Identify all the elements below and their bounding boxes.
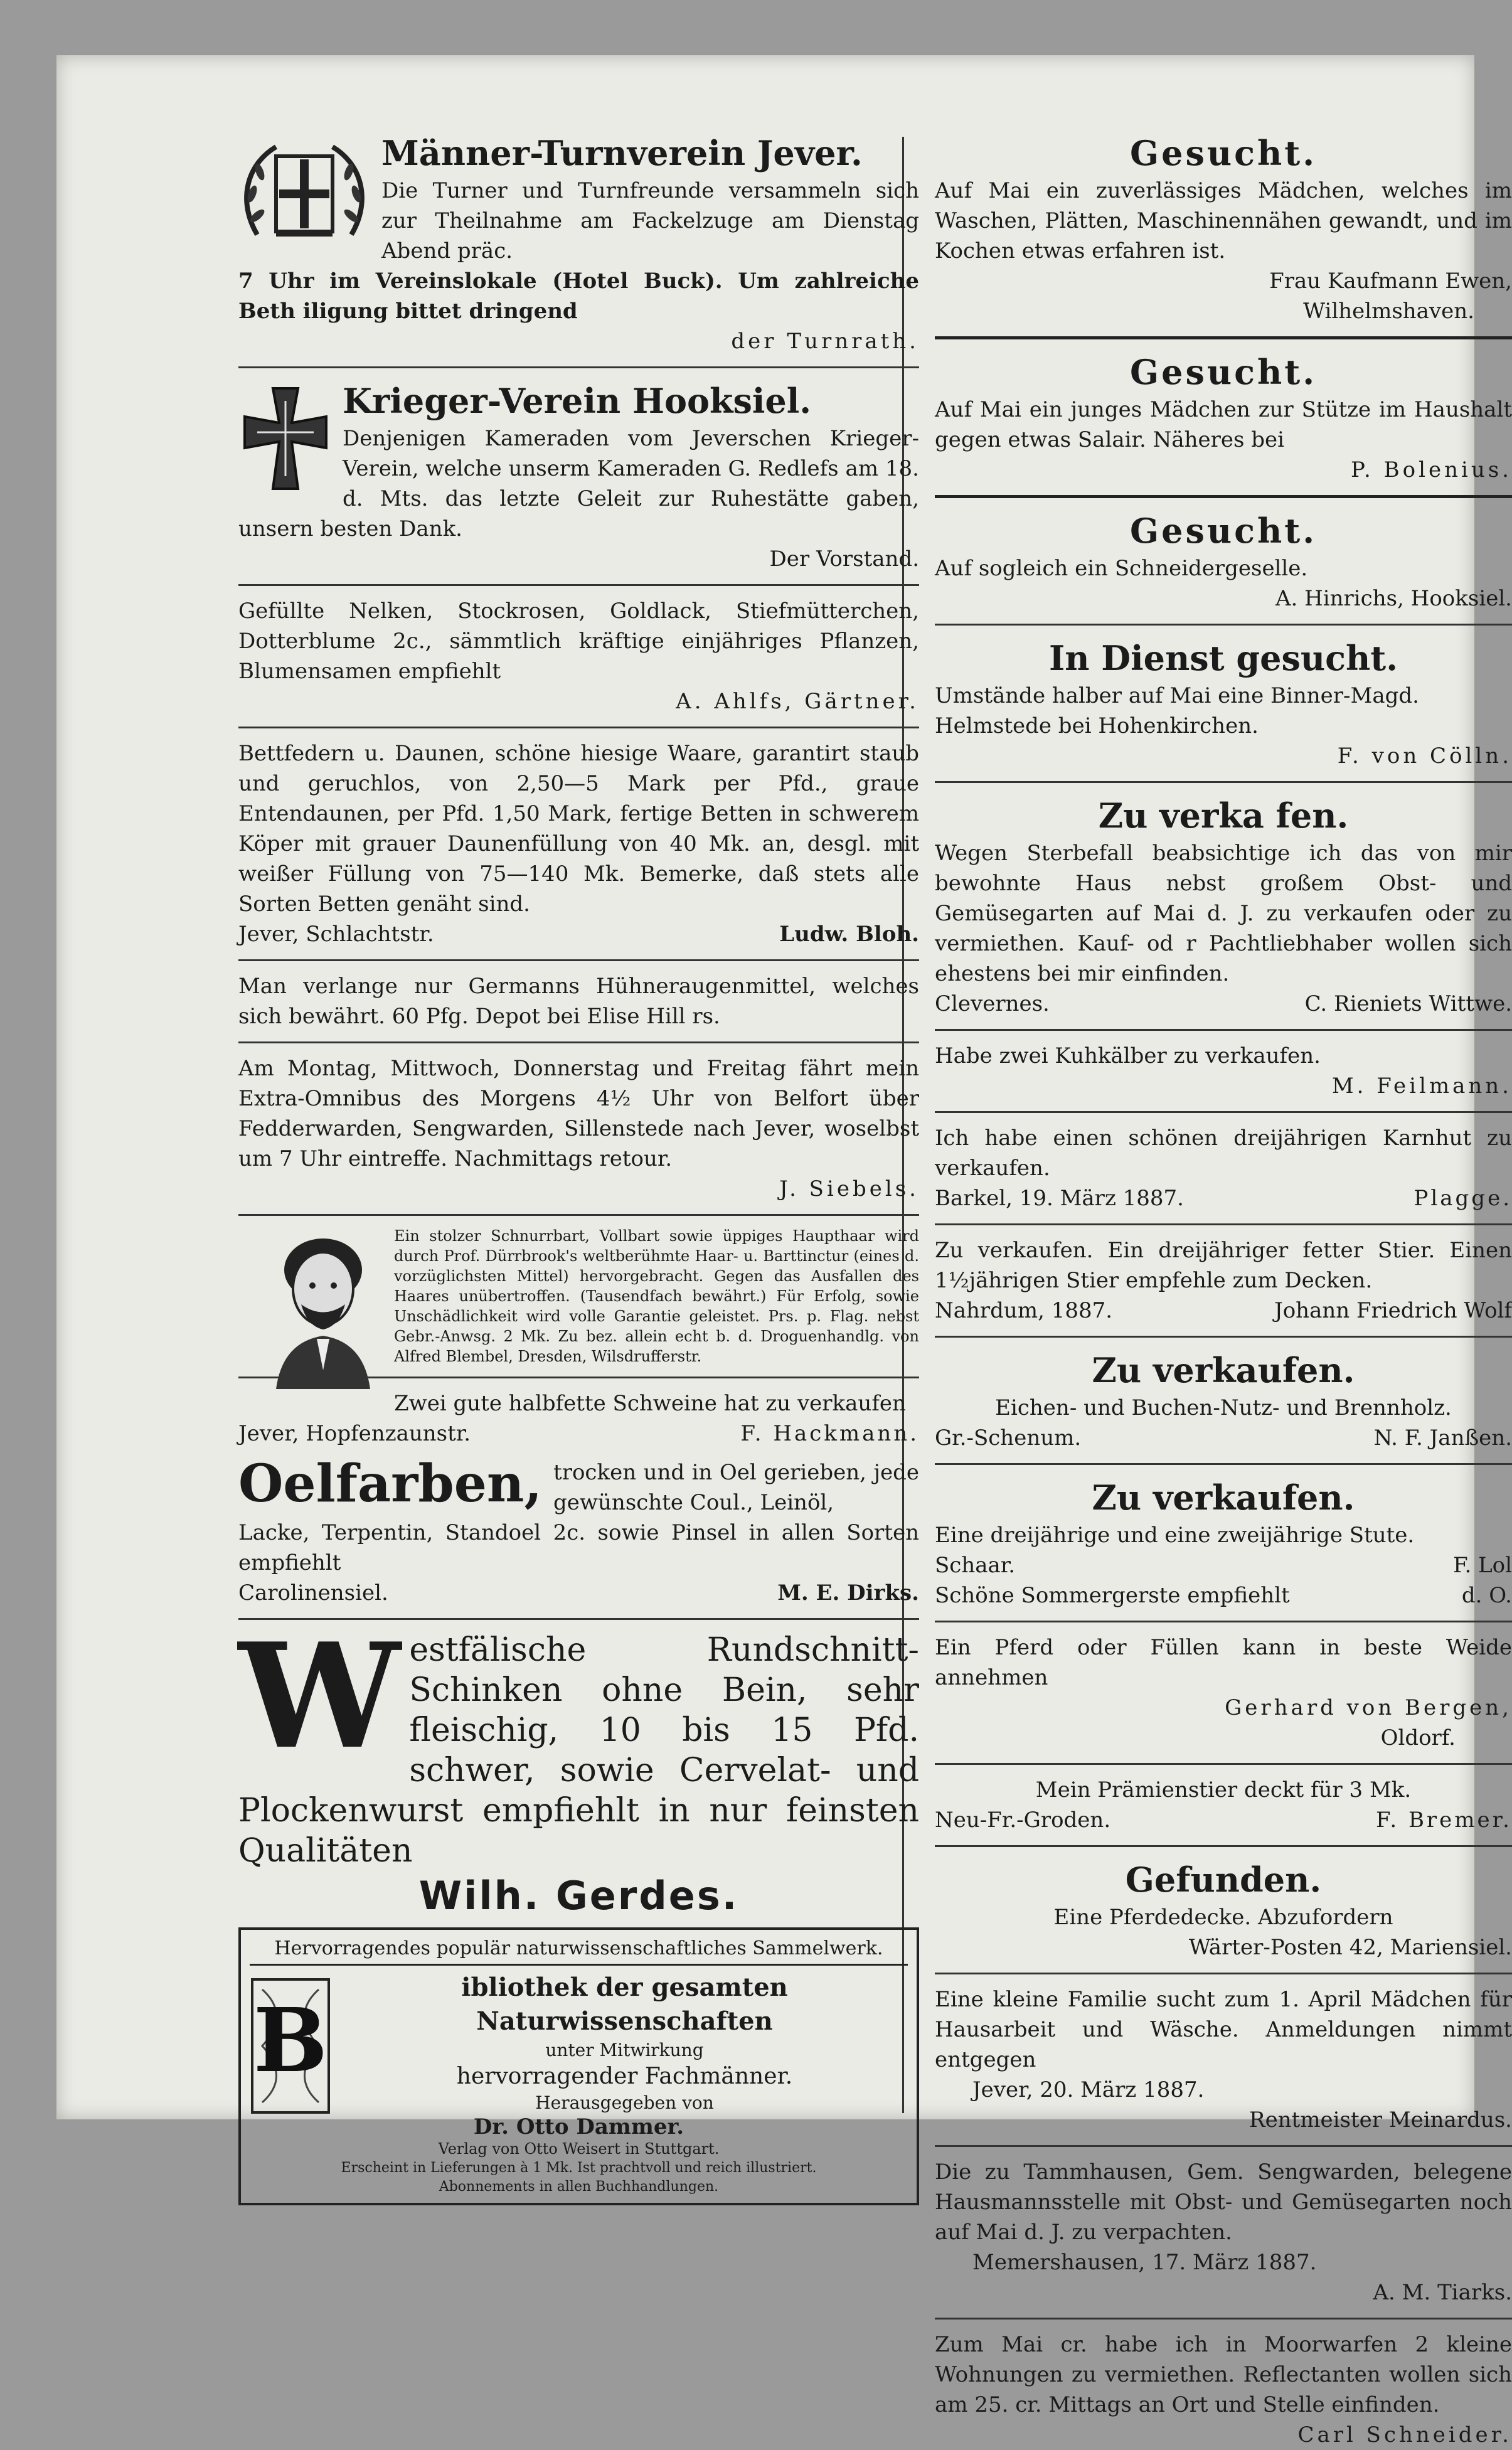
stier2-place: Neu-Fr.-Groden.	[935, 1808, 1111, 1833]
divider	[935, 336, 1512, 339]
karnhut-footer	[935, 1183, 1512, 1213]
betten-text: Bettfedern u. Daunen, schöne hiesige Waare, garantirt staub und geruchlos, von 2,50—5 Mark per Pfd., graue Entendaunen, per Pfd. 1,50 Mark, fertige Betten in schwerem Köper mit grauer Daunenfüllung von 40 Mk. an, desgl. mit weißer Füllung von 75—140 Mk. Bemerke, daß stets alle Sorten Betten genäht sind.	[238, 741, 919, 917]
divider	[935, 1763, 1512, 1765]
omnibus-signature: J. Siebels.	[779, 1176, 919, 1201]
divider	[935, 1845, 1512, 1847]
turnverein-signature: der Turnrath.	[731, 329, 919, 354]
bibliothek-line-5: Verlag von Otto Weisert in Stuttgart.	[438, 2140, 720, 2158]
ad-kuhkaelber	[935, 1041, 1512, 1101]
krieger-signature: Der Vorstand.	[769, 546, 919, 572]
wohnungen-signature: Carl Schneider.	[1297, 2422, 1512, 2447]
schweine-signature: F. Hackmann.	[740, 1421, 919, 1446]
stute-place: Schaar.	[935, 1553, 1016, 1578]
ad-turnverein	[238, 130, 919, 356]
gesucht-1-title: Gesucht.	[1129, 133, 1318, 173]
schinken-signature: Wilh. Gerdes.	[418, 1873, 739, 1919]
gesucht-2-title: Gesucht.	[1129, 352, 1318, 392]
ad-karnhut	[935, 1123, 1512, 1213]
oelfarben-signature: M. E. Dirks.	[777, 1580, 919, 1606]
bibliothek-line-2: hervorragender Fachmänner.	[456, 2064, 793, 2089]
dienst-text: Umstände halber auf Mai eine Binner-Magd.	[935, 683, 1419, 708]
ad-nelken	[238, 596, 919, 716]
ad-gesucht-1	[935, 130, 1512, 326]
ad-pferd	[935, 1632, 1512, 1753]
divider	[238, 727, 919, 728]
ad-gefunden	[935, 1857, 1512, 1963]
divider	[935, 624, 1512, 626]
gefunden-signature: Wärter-Posten 42, Mariensiel.	[1188, 1935, 1512, 1960]
divider	[935, 1029, 1512, 1031]
divider	[238, 584, 919, 586]
gesucht-1-sig-2: Wilhelmshaven.	[1303, 299, 1474, 324]
holz-place: Gr.-Schenum.	[935, 1425, 1082, 1451]
betten-footer	[238, 919, 919, 949]
turnverein-text-2: 7 Uhr im Vereinslokale (Hotel Buck). Um zahlreiche Beth iligung bittet dringend	[238, 269, 919, 324]
divider	[935, 781, 1512, 783]
tammhausen-signature: A. M. Tiarks.	[1373, 2280, 1512, 2305]
stute-signature-2: d. O.	[1461, 1583, 1512, 1608]
stute-signature: F. Lol	[1453, 1553, 1512, 1578]
oelfarben-head	[238, 1455, 919, 1518]
oelfarben-place: Carolinensiel.	[238, 1580, 388, 1606]
ad-gesucht-3	[935, 508, 1512, 614]
ad-schinken	[238, 1612, 919, 1921]
turnverein-title: Männer-Turnverein Jever.	[381, 133, 863, 173]
kuhkaelber-text: Habe zwei Kuhkälber zu verkaufen.	[935, 1043, 1321, 1068]
dienst-title: In Dienst gesucht.	[1048, 638, 1398, 678]
left-column	[238, 130, 919, 2205]
gesucht-1-text: Auf Mai ein zuverlässiges Mädchen, welches im Waschen, Plätten, Maschinennähen gewandt, und im Kochen etwas erfahren ist.	[935, 178, 1512, 264]
iron-cross-icon	[238, 382, 333, 495]
bibliothek-line-3: Herausgegeben von	[535, 2092, 714, 2113]
divider	[238, 1041, 919, 1043]
stier2-footer	[935, 1805, 1512, 1835]
krieger-title: Krieger-Verein Hooksiel.	[343, 381, 812, 421]
divider	[238, 366, 919, 368]
karnhut-signature: Plagge.	[1414, 1186, 1512, 1211]
verkaufen-1-place: Clevernes.	[935, 991, 1050, 1016]
divider	[935, 2145, 1512, 2147]
divider	[935, 1621, 1512, 1622]
bibliothek-line-1: unter Mitwirkung	[545, 2040, 704, 2060]
holz-footer	[935, 1423, 1512, 1453]
ad-gesucht-2	[935, 349, 1512, 485]
ad-krieger-verein	[238, 378, 919, 574]
divider	[935, 1336, 1512, 1338]
stute-footer	[935, 1550, 1512, 1580]
divider	[935, 1111, 1512, 1113]
bibliothek-line-7: Abonnements in allen Buchhandlungen.	[439, 2179, 719, 2195]
ad-verkaufen-haus	[935, 793, 1512, 1019]
gefunden-title: Gefunden.	[1125, 1860, 1322, 1900]
ad-bibliothek	[238, 1927, 919, 2205]
betten-place: Jever, Schlachtstr.	[238, 922, 434, 947]
gesucht-3-signature: A. Hinrichs, Hooksiel.	[1275, 586, 1512, 611]
nelken-text: Gefüllte Nelken, Stockrosen, Goldlack, Stiefmütterchen, Dotterblume 2c., sämmtlich kräftige einjähriges Pflanzen, Blumensamen empfiehlt	[238, 599, 919, 684]
holz-signature: N. F. Janßen.	[1373, 1425, 1512, 1451]
stier2-signature: F. Bremer.	[1376, 1808, 1512, 1833]
ad-holz	[935, 1348, 1512, 1453]
familie-text: Eine kleine Familie sucht zum 1. April Mädchen für Hausarbeit und Wäsche. Anmeldungen nimmt entgegen	[935, 1987, 1512, 2072]
bibliothek-line-6: Erscheint in Lieferungen à 1 Mk. Ist prachtvoll und reich illustriert.	[341, 2160, 817, 2176]
ad-huehneraugen	[238, 971, 919, 1031]
ad-stute	[935, 1475, 1512, 1611]
pferd-signature: Gerhard von Bergen,	[1225, 1695, 1512, 1720]
huehner-text: Man verlange nur Germanns Hühneraugenmittel, welches sich bewährt. 60 Pfg. Depot bei Elise Hill rs.	[238, 974, 919, 1029]
divider	[238, 959, 919, 961]
bibliothek-initial: B	[253, 1989, 328, 2092]
bearded-man-portrait-icon	[264, 1226, 383, 1389]
karnhut-text: Ich habe einen schönen dreijährigen Karnhut zu verkaufen.	[935, 1126, 1512, 1181]
turnverein-wreath-icon	[238, 134, 370, 253]
verkaufen-1-footer	[935, 989, 1512, 1019]
stier2-text: Mein Prämienstier deckt für 3 Mk.	[1035, 1777, 1412, 1803]
familie-signature: Rentmeister Meinardus.	[1249, 2107, 1512, 2133]
gesucht-2-signature: P. Bolenius.	[1351, 457, 1512, 482]
verkaufen-1-title: Zu verka fen.	[1098, 796, 1349, 836]
ad-praemienstier	[935, 1775, 1512, 1835]
oelfarben-footer	[238, 1578, 919, 1608]
oelfarben-text: trocken und in Oel gerieben, jede gewünschte Coul., Leinöl,	[553, 1460, 919, 1515]
stier-signature: Johann Friedrich Wolf	[1274, 1298, 1512, 1323]
divider	[935, 495, 1512, 498]
ad-stier	[935, 1235, 1512, 1326]
divider	[238, 1214, 919, 1216]
dienst-signature: F. von Cölln.	[1337, 743, 1512, 769]
ad-omnibus	[238, 1053, 919, 1204]
gesucht-3-title: Gesucht.	[1129, 511, 1318, 551]
karnhut-place: Barkel, 19. März 1887.	[935, 1186, 1184, 1211]
bibliothek-line-4: Dr. Otto Dammer.	[473, 2114, 684, 2139]
nelken-signature: A. Ahlfs, Gärtner.	[676, 689, 919, 714]
oelfarben-text-2: Lacke, Terpentin, Standoel 2c. sowie Pinsel in allen Sorten empfiehlt	[238, 1520, 919, 1575]
verkaufen-1-signature: C. Rieniets Wittwe.	[1304, 991, 1512, 1016]
schweine-footer	[238, 1419, 919, 1449]
betten-signature: Ludw. Bloh.	[779, 922, 919, 947]
schinken-text: estfälische Rundschnitt-Schinken ohne Bein, sehr fleischig, 10 bis 15 Pfd. schwer, sowie Cervelat- und Plockenwurst empfiehlt in nur feinsten Qualitäten	[238, 1631, 919, 1870]
divider	[935, 2318, 1512, 2320]
newspaper-page	[56, 55, 1512, 2447]
oelfarben-title: Oelfarben,	[238, 1454, 543, 1514]
right-column	[935, 130, 1512, 2450]
ad-familie	[935, 1984, 1512, 2135]
holz-title: Zu verkaufen.	[1092, 1350, 1355, 1390]
gesucht-2-text: Auf Mai ein junges Mädchen zur Stütze im Haushalt gegen etwas Salair. Näheres bei	[935, 397, 1512, 452]
pferd-place: Oldorf.	[1380, 1725, 1456, 1750]
tammhausen-place: Memershausen, 17. März 1887.	[972, 2250, 1317, 2275]
gesucht-3-text: Auf sogleich ein Schneidergeselle.	[935, 556, 1308, 581]
stute-title: Zu verkaufen.	[1092, 1478, 1355, 1518]
bibliothek-body	[250, 1966, 908, 2197]
familie-place: Jever, 20. März 1887.	[972, 2077, 1205, 2102]
stute-text-2: Schöne Sommergerste empfiehlt	[935, 1583, 1290, 1608]
stute-footer-2	[935, 1580, 1512, 1611]
turnverein-text: Die Turner und Turnfreunde versammeln sich zur Theilnahme am Fackelzuge am Dienstag Abend präc.	[381, 178, 919, 264]
bibliothek-title: ibliothek der gesamten Naturwissenschaften	[461, 1973, 788, 2036]
holz-text: Eichen- und Buchen-Nutz- und Brennholz.	[995, 1395, 1452, 1420]
bart-text: Ein stolzer Schnurrbart, Vollbart sowie üppiges Haupthaar wird durch Prof. Dürrbrook's weltberühmte Haar- u. Barttinctur (eines d. vorzüglichsten Mittel) hervorgebracht. Gegen das Ausfallen des Haares unübertroffen. (Tausendfach bewährt.) Für Erfolg, sowie Unschädlichkeit wird volle Garantie geleistet. Prs. p. Flag. nebst Gebr.-Anwsg. 2 Mk. Zu bez. allein echt b. d. Droguenhandlg. von Alfred Blembel, Dresden, Wilsdrufferstr.	[394, 1227, 919, 1365]
stier-place: Nahrdum, 1887.	[935, 1298, 1113, 1323]
gefunden-text: Eine Pferdedecke. Abzufordern	[1053, 1905, 1393, 1930]
krieger-text: Denjenigen Kameraden vom Jeverschen Krieger-Verein, welche unserm Kameraden G. Redlefs am 18. d. Mts. das letzte Geleit zur Ruhestätte gaben, unsern besten Dank.	[238, 426, 919, 541]
schinken-initial: W	[238, 1612, 401, 1781]
stier-text: Zu verkaufen. Ein dreijähriger fetter Stier. Einen 1½jährigen Stier empfehle zum Decken.	[935, 1238, 1512, 1293]
verkaufen-1-text: Wegen Sterbefall beabsichtige ich das von mir bewohnte Haus nebst großem Obst- und Gemüsegarten auf Mai d. J. zu verkaufen oder zu vermiethen. Kauf- od r Pachtliebhaber wollen sich ehestens bei mir einfinden.	[935, 841, 1512, 986]
tammhausen-text: Die zu Tammhausen, Gem. Sengwarden, belegene Hausmannsstelle mit Obst- und Gemüsegarten noch auf Mai d. J. zu verpachten.	[935, 2160, 1512, 2245]
ornamental-initial-b-icon	[250, 1977, 331, 2115]
dienst-place: Helmstede bei Hohenkirchen.	[935, 713, 1259, 738]
divider	[935, 1973, 1512, 1974]
ad-wohnungen	[935, 2330, 1512, 2450]
divider	[935, 1463, 1512, 1465]
wohnungen-text: Zum Mai cr. habe ich in Moorwarfen 2 kleine Wohnungen zu vermiethen. Reflectanten wollen sich am 25. cr. Mittags an Ort und Stelle einfinden.	[935, 2332, 1512, 2417]
kuhkaelber-signature: M. Feilmann.	[1331, 1073, 1512, 1099]
stute-text: Eine dreijährige und eine zweijährige Stute.	[935, 1523, 1415, 1548]
ad-oelfarben	[238, 1455, 919, 1608]
divider	[935, 1223, 1512, 1225]
pferd-text: Ein Pferd oder Füllen kann in beste Weide annehmen	[935, 1635, 1512, 1690]
ad-schweine	[238, 1388, 919, 1449]
bibliothek-header: Hervorragendes populär naturwissenschaftliches Sammelwerk.	[250, 1936, 908, 1966]
ad-bart	[238, 1226, 919, 1366]
ad-dienst	[935, 636, 1512, 771]
omnibus-text: Am Montag, Mittwoch, Donnerstag und Freitag fährt mein Extra-Omnibus des Morgens 4½ Uhr von Belfort über Fedderwarden, Sengwarden, Sillenstede nach Jever, woselbst um 7 Uhr eintreffe. Nachmittags retour.	[238, 1056, 919, 1171]
gesucht-1-sig-1: Frau Kaufmann Ewen,	[1269, 269, 1512, 294]
schweine-text: Zwei gute halbfette Schweine hat zu verkaufen	[394, 1391, 906, 1416]
ad-betten	[238, 738, 919, 949]
ad-tammhausen	[935, 2157, 1512, 2308]
schweine-place: Jever, Hopfenzaunstr.	[238, 1421, 471, 1446]
stier-footer	[935, 1296, 1512, 1326]
